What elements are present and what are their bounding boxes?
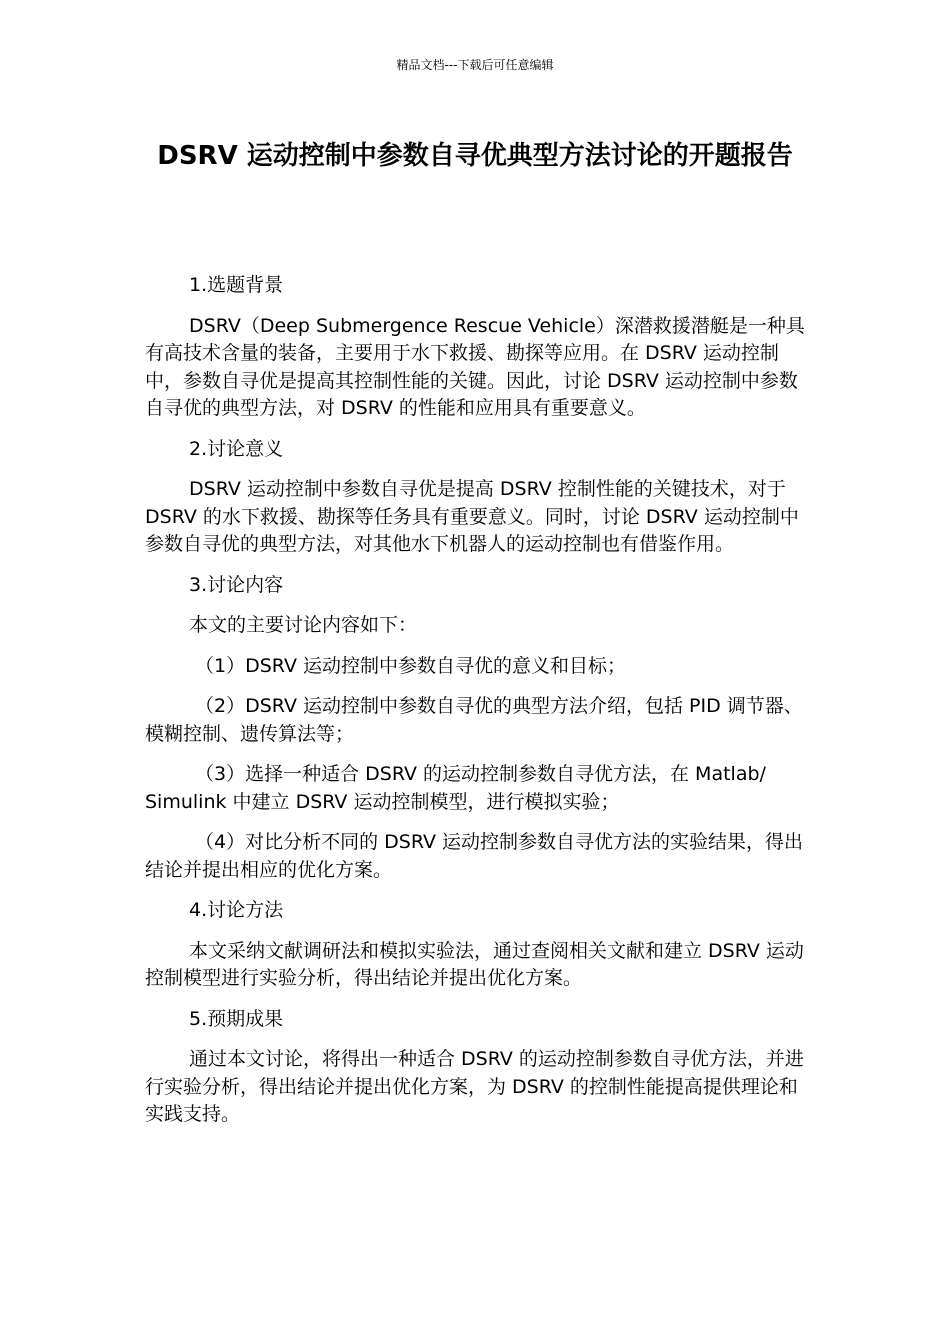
section-heading-method: 4.讨论方法 <box>189 899 284 921</box>
document-body <box>145 272 807 1142</box>
list-item: （1）DSRV 运动控制中参数自寻优的意义和目标； <box>195 654 626 677</box>
paragraph-background: DSRV（Deep Submergence Rescue Vehicle）深潜救援潜艇是一种具有高技术含量的装备，主要用于水下救援、勘探等应用。在 DSRV 运动控制中，参数自寻优是提高其控制性能的关键。因此，讨论 DSRV 运动控制中参数自寻优的典型方法，对 DSRV 的性能和应用具有重要意义。 <box>145 314 805 419</box>
section-heading-background: 1.选题背景 <box>189 274 284 296</box>
paragraph-significance: DSRV 运动控制中参数自寻优是提高 DSRV 控制性能的关键技术，对于 DSRV 的水下救援、勘探等任务具有重要意义。同时，讨论 DSRV 运动控制中参数自寻优的典型方法，对其他水下机器人的运动控制也有借鉴作用。 <box>145 478 799 555</box>
list-item: （3）选择一种适合 DSRV 的运动控制参数自寻优方法，在 Matlab/ Simulink 中建立 DSRV 运动控制模型，进行模拟实验； <box>145 763 766 813</box>
section-heading-content: 3.讨论内容 <box>189 573 284 596</box>
paragraph-content-intro: 本文的主要讨论内容如下： <box>189 614 418 636</box>
list-item: （4）对比分析不同的 DSRV 运动控制参数自寻优方法的实验结果，得出结论并提出相应的优化方案。 <box>145 831 804 881</box>
list-item: （2）DSRV 运动控制中参数自寻优的典型方法介绍，包括 PID 调节器、模糊控制、遗传算法等； <box>145 695 803 745</box>
header-note: 精品文档---下载后可任意编辑 <box>396 58 554 72</box>
document-title: DSRV 运动控制中参数自寻优典型方法讨论的开题报告 <box>157 141 793 171</box>
section-heading-significance: 2.讨论意义 <box>189 437 284 460</box>
section-heading-results: 5.预期成果 <box>189 1007 284 1030</box>
paragraph-results: 通过本文讨论，将得出一种适合 DSRV 的运动控制参数自寻优方法，并进行实验分析，得出结论并提出优化方案，为 DSRV 的控制性能提高提供理论和实践支持。 <box>145 1048 804 1125</box>
paragraph-method: 本文采纳文献调研法和模拟实验法，通过查阅相关文献和建立 DSRV 运动控制模型进行实验分析，得出结论并提出优化方案。 <box>145 939 804 989</box>
